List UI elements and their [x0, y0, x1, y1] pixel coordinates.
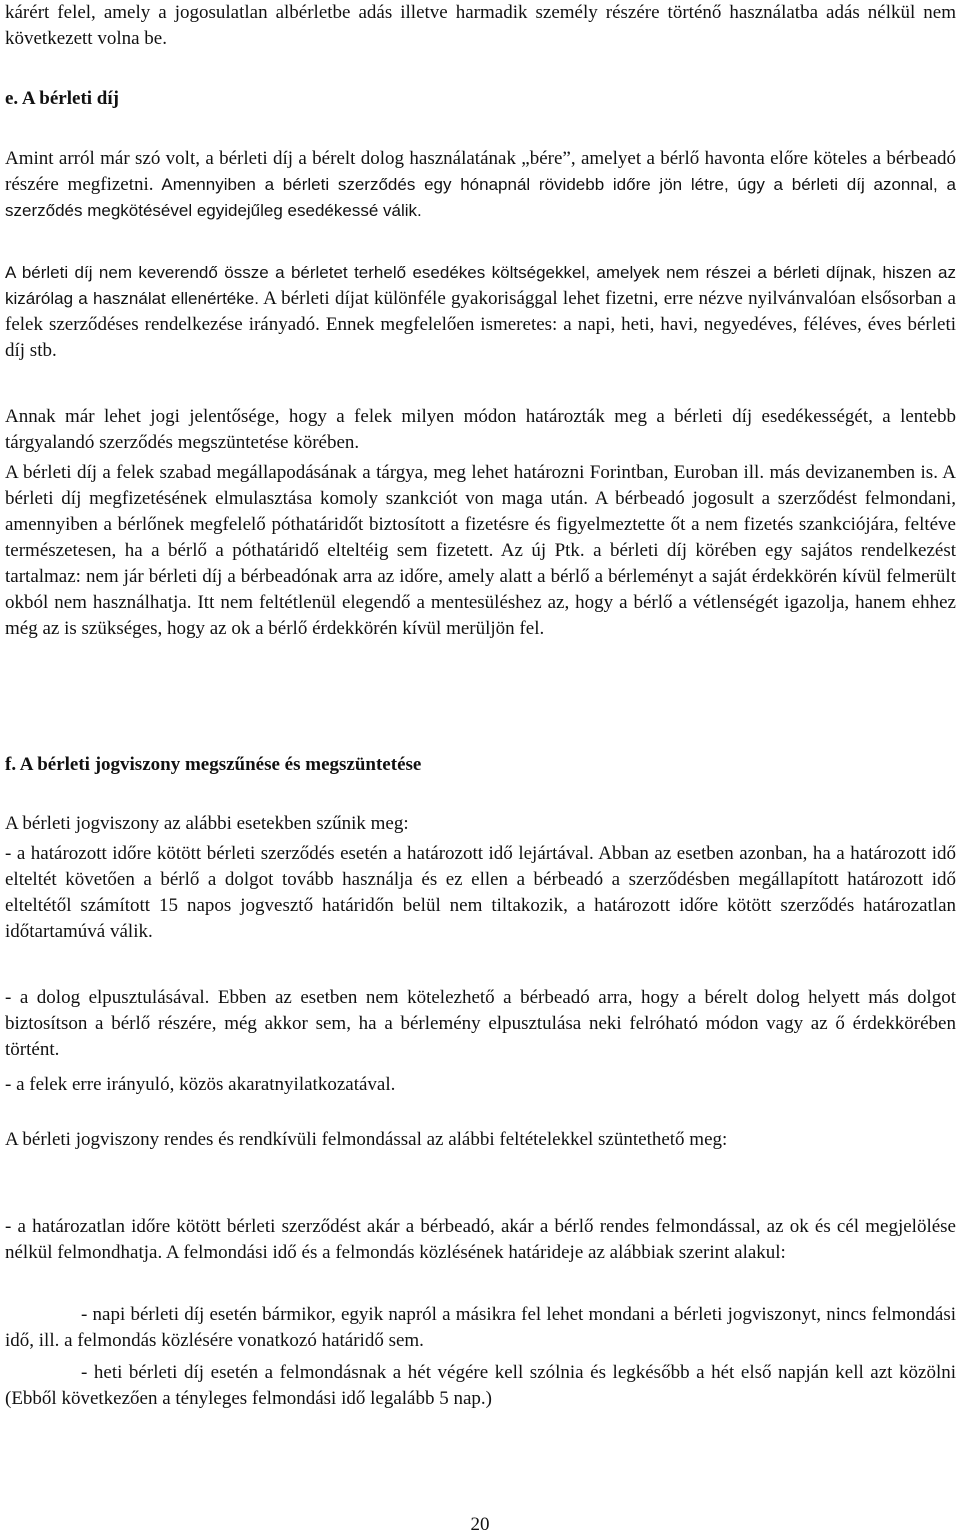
paragraph-e-3: Annak már lehet jogi jelentősége, hogy a felek milyen módon határozták meg a bérleti díj esedékességét, a lentebb tárgyalandó szerződés megszüntetése körében. [5, 406, 956, 453]
paragraph-f-7: - napi bérleti díj esetén bármikor, egyik napról a másikra fel lehet mondani a bérleti jogviszonyt, nincs felmondási idő, ill. a felmondás közlésére vonatkozó határidő sem. [5, 1304, 956, 1351]
paragraph-f-3: - a dolog elpusztulásával. Ebben az esetben nem kötelezhető a bérbeadó arra, hogy a bérelt dolog helyett más dolgot biztosítson a bérlő részére, még akkor sem, ha a bérlemény elpusztulása neki felróható módon vagy az ő érdekkörében történt. [5, 987, 956, 1060]
paragraph-e-2 [5, 260, 956, 364]
paragraph-e-2-sans: A bérleti díj nem keverendő össze a bérletet terhelő esedékes költségekkel, amelyek nem részei a bérleti díjnak, hiszen az kizárólag a használat ellenértéke. [5, 263, 956, 308]
paragraph-f-8: - heti bérleti díj esetén a felmondásnak a hét végére kell szólnia és legkésőbb a hét első napján kell azt közölni (Ebből következően a tényleges felmondási idő legalább 5 nap.) [5, 1362, 956, 1409]
paragraph-top-continuation: kárért felel, amely a jogosulatlan albérletbe adás illetve harmadik személy részére történő használatba adás nélkül nem következett volna be. [5, 2, 956, 49]
section-heading-e: e. A bérleti díj [5, 88, 119, 109]
paragraph-f-2: - a határozott időre kötött bérleti szerződés esetén a határozott idő lejártával. Abban az esetben azonban, ha a határozott idő elteltét követően a bérlő a dolgot tovább használja és ez ellen a bérbeadó a szerződésben megállapított határozott idő elteltétől számított 15 napos jogvesztő határidőn belül nem tiltakozik, a határozott időre kötött szerződés határozatlan időtartamúvá válik. [5, 843, 956, 942]
page-number: 20 [470, 1514, 490, 1535]
paragraph-e-1 [5, 146, 956, 224]
paragraph-f-5: A bérleti jogviszony rendes és rendkívüli felmondással az alábbi feltételekkel szüntethető meg: [5, 1129, 728, 1150]
paragraph-f-6: - a határozatlan időre kötött bérleti szerződést akár a bérbeadó, akár a bérlő rendes felmondással, az ok és cél megjelölése nélkül felmondhatja. A felmondási idő és a felmondás közlésének határideje az alábbiak szerint alakul: [5, 1216, 956, 1263]
paragraph-f-4: - a felek erre irányuló, közös akaratnyilatkozatával. [5, 1074, 396, 1095]
paragraph-e-2-serif: A bérleti díjat különféle gyakorisággal lehet fizetni, erre nézve nyilvánvalóan elsősorban a felek szerződéses rendelkezése irányadó. Ennek megfelelően ismeretes: a napi, heti, havi, negyedéves, féléves, éves bérleti díj stb. [5, 288, 956, 361]
paragraph-e-4: A bérleti díj a felek szabad megállapodásának a tárgya, meg lehet határozni Forintban, Euroban ill. más devizanemben is. A bérleti díj megfizetésének elmulasztása komoly szankciót von maga után. A bérbeadó jogosult a szerződést felmondani, amennyiben a bérlőnek megfelelő póthatáridőt biztosított a fizetésre és figyelmeztette őt a nem fizetés szankciójára, feltéve természetesen, ha a bérlő a póthatáridő elteltéig sem fizetett. Az új Ptk. a bérleti díj körében egy sajátos rendelkezést tartalmaz: nem jár bérleti díj a bérbeadónak arra az időre, amely alatt a bérlő a bérleményt a saját érdekkörén kívül felmerült okból nem használhatja. Itt nem feltétlenül elegendő a mentesüléshez az, hogy a bérlő a vétlenségét igazolja, hanem ehhez még az is szükséges, hogy az ok a bérlő érdekkörén kívül merüljön fel. [5, 462, 956, 639]
paragraph-e-1-serif: Amint arról már szó volt, a bérleti díj a bérelt dolog használatának „bére”, amelyet a bérlő havonta előre köteles a bérbeadó részére megfizetni. [5, 148, 956, 195]
paragraph-e-1-sans: Amennyiben a bérleti szerződés egy hónapnál rövidebb időre jön létre, úgy a bérleti díj azonnal, a szerződés megkötésével egyidejűleg esedékessé válik. [5, 175, 956, 220]
section-heading-f: f. A bérleti jogviszony megszűnése és megszüntetése [5, 754, 422, 775]
paragraph-f-1: A bérleti jogviszony az alábbi esetekben szűnik meg: [5, 813, 409, 834]
